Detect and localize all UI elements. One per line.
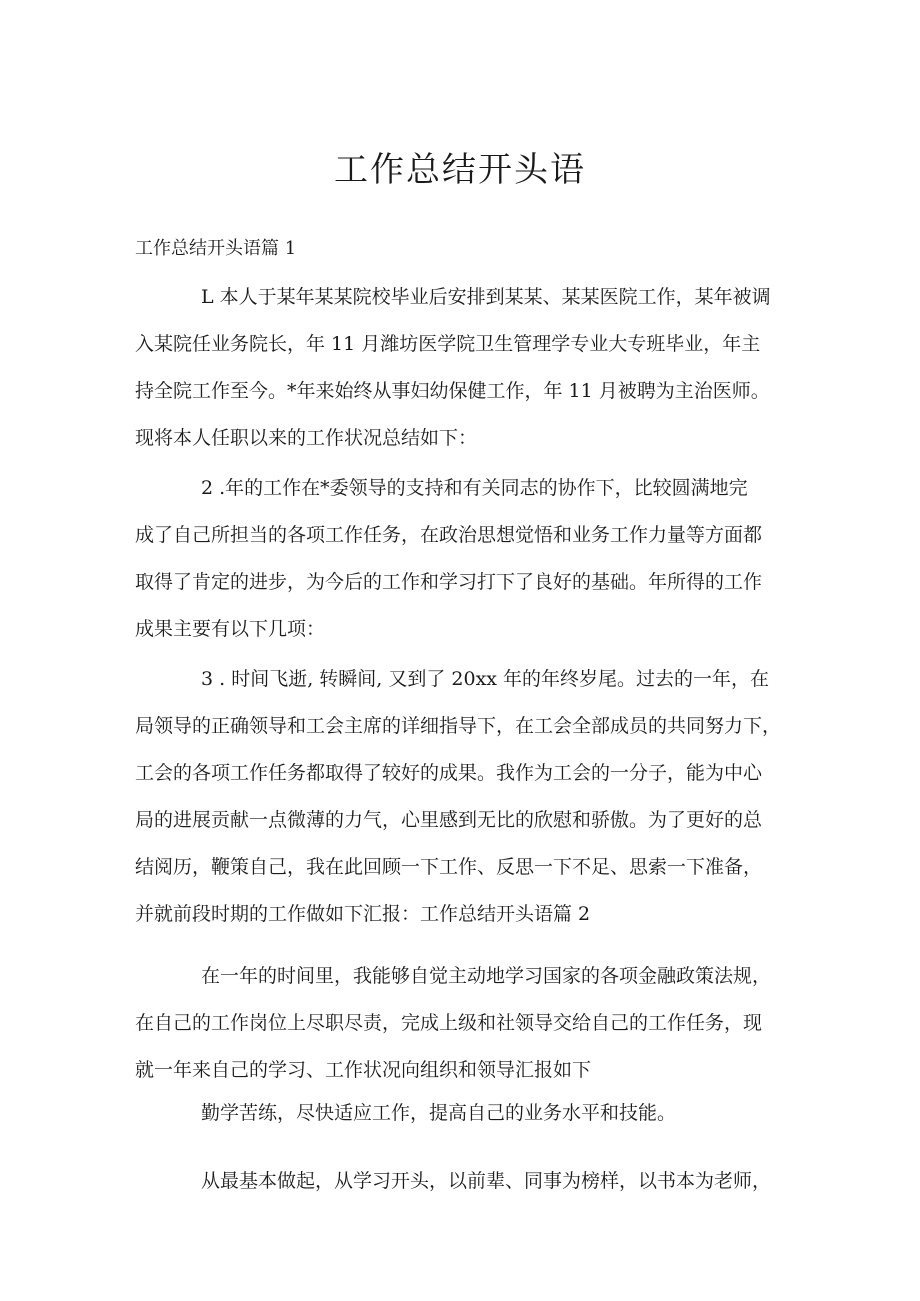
paragraph-line: 结阅历，鞭策自己，我在此回顾一下工作、反思一下不足、思索一下准备， (135, 856, 763, 878)
paragraph-6 (135, 1158, 801, 1205)
paragraph-line: 工会的各项工作任务都取得了较好的成果。我作为工会的一分子，能为中心 (135, 762, 763, 784)
paragraph-3 (135, 656, 801, 938)
paragraph-line: 现将本人任职以来的工作状况总结如下： (135, 427, 478, 449)
paragraph-line: 勤学苦练，尽快适应工作，提高自己的业务水平和技能。 (201, 1102, 677, 1124)
paragraph-5 (135, 1090, 801, 1137)
paragraph-2 (135, 465, 801, 653)
paragraph-line: 在自己的工作岗位上尽职尽责，完成上级和社领导交给自己的工作任务，现 (135, 1012, 763, 1034)
paragraph-4 (135, 953, 801, 1094)
section-heading: 工作总结开头语篇 1 (135, 238, 297, 259)
paragraph-line: 成果主要有以下几项： (135, 618, 326, 640)
paragraph-line: 入某院任业务院长，年 11 月潍坊医学院卫生管理学专业大专班毕业，年主 (135, 333, 761, 355)
paragraph-line: 在一年的时间里，我能够自觉主动地学习国家的各项金融政策法规， (201, 965, 772, 987)
paragraph-line: L 本人于某年某某院校毕业后安排到某某、某某医院工作，某年被调 (201, 286, 771, 308)
paragraph-line: 从最基本做起，从学习开头，以前辈、同事为榜样，以书本为老师， (201, 1170, 772, 1192)
paragraph-line: 持全院工作至今。*年来始终从事妇幼保健工作，年 11 月被聘为主治医师。 (135, 380, 770, 402)
paragraph-line: 局领导的正确领导和工会主席的详细指导下，在工会全部成员的共同努力下， (135, 715, 782, 737)
paragraph-line: 2 .年的工作在*委领导的支持和有关同志的协作下，比较圆满地完 (201, 477, 748, 499)
paragraph-line: 局的进展贡献一点微薄的力气，心里感到无比的欣慰和骄傲。为了更好的总 (135, 809, 763, 831)
paragraph-line: 就一年来自己的学习、工作状况向组织和领导汇报如下 (135, 1059, 592, 1081)
paragraph-line: 并就前段时期的工作做如下汇报：工作总结开头语篇 2 (135, 903, 591, 925)
document-title: 工作总结开头语 (334, 150, 586, 190)
paragraph-1 (135, 274, 801, 462)
paragraph-line: 取得了肯定的进步，为今后的工作和学习打下了良好的基础。年所得的工作 (135, 571, 763, 593)
paragraph-line: 3 . 时间飞逝, 转瞬间, 又到了 20xx 年的年终岁尾。过去的一年，在 (201, 668, 770, 690)
paragraph-line: 成了自己所担当的各项工作任务，在政治思想觉悟和业务工作力量等方面都 (135, 524, 763, 546)
